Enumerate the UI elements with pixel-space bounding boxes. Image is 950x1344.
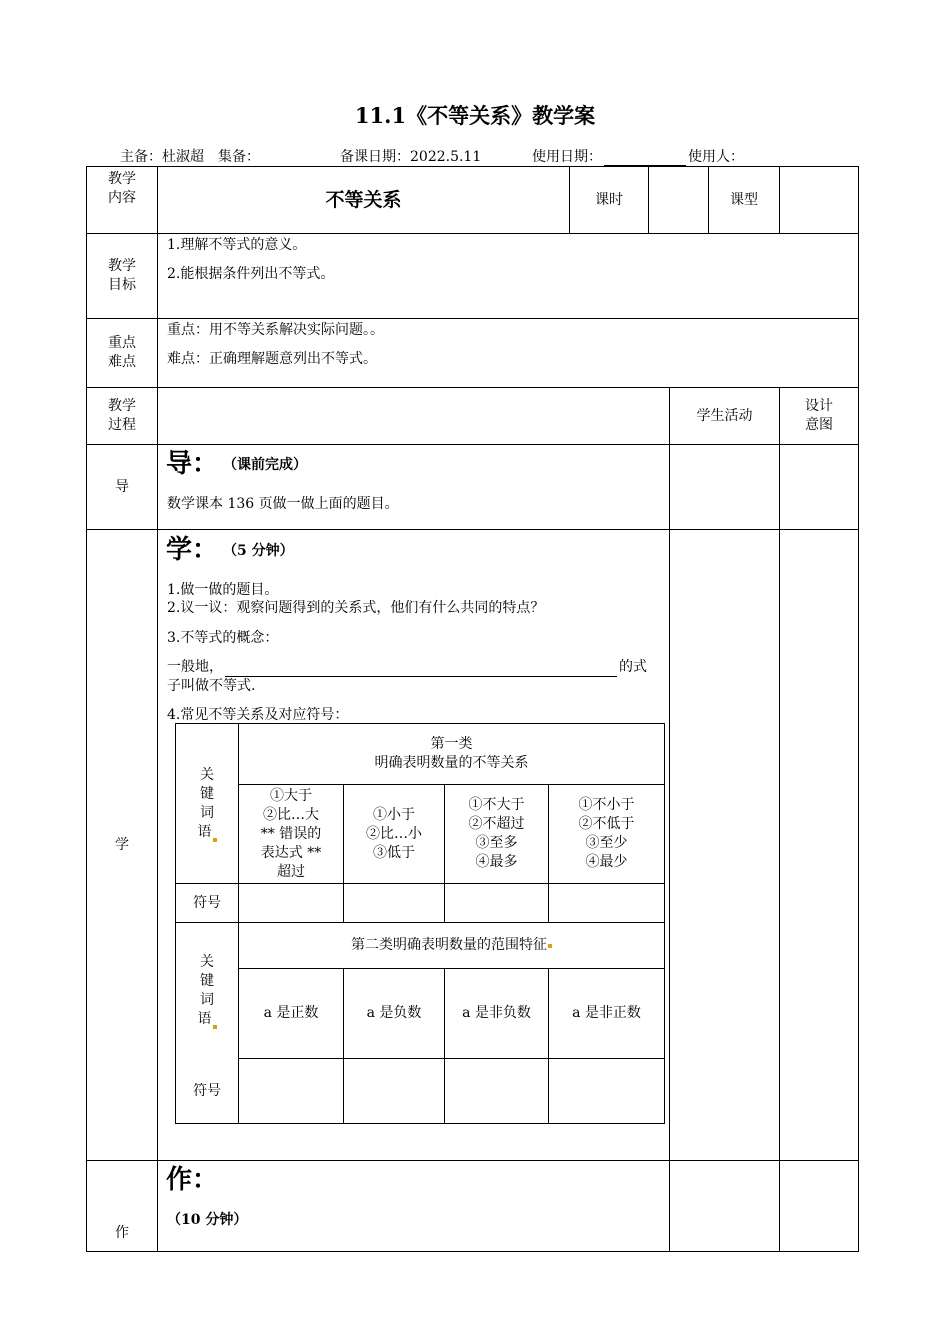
symbol-label-2: 符号 [193, 1082, 221, 1099]
cat2-negative: a 是负数 [366, 1005, 422, 1021]
cat2-non-positive: a 是非正数 [572, 1005, 641, 1021]
page-title: 11.1《不等关系》教学案 [354, 103, 596, 128]
beike-label: 备课日期： [340, 149, 410, 165]
beike-date: 2022.5.11 [410, 149, 482, 165]
concept-blank [225, 661, 617, 677]
zhongdian: 重点：用不等关系解决实际问题。。 [167, 322, 384, 338]
xue-item-2: 2.议一议：观察问题得到的关系式，他们有什么共同的特点？ [167, 600, 545, 616]
goal-2: 2.能根据条件列出不等式。 [167, 266, 335, 282]
keyword-label-2: 关 键 词 语 [176, 923, 238, 1058]
cat1-col-less: ①小于 ②比…小 ③低于 [366, 806, 422, 861]
student-activity-label: 学生活动 [696, 407, 753, 424]
meta-date [340, 146, 481, 166]
cat1-col-greater: ①大于 ②比…大 ** 错误的 表达式 ** 超过 [260, 787, 322, 880]
meta-usage [532, 146, 744, 166]
keyword-label-1: 关 键 词 语 [176, 724, 238, 883]
keshi-label: 课时 [595, 191, 623, 208]
symbol-label-1: 符号 [193, 894, 221, 911]
xue-item-1: 1.做一做的题目。 [167, 582, 279, 598]
xue-heading: 学： （5 分钟） [166, 535, 294, 565]
dao-side: 导 [115, 478, 129, 495]
jibei-label: 集备： [218, 149, 260, 165]
cat1-title: 第一类 明确表明数量的不等关系 [374, 736, 529, 771]
zhubei-name: 杜淑超 [162, 149, 204, 165]
shiyongren-label: 使用人： [688, 149, 744, 165]
process-label: 教学 过程 [108, 398, 136, 433]
goal-1: 1.理解不等式的意义。 [167, 237, 307, 253]
xue-item-6: 4.常见不等关系及对应符号： [167, 707, 349, 723]
cat2-title: 第二类明确表明数量的范围特征 [239, 923, 664, 968]
content-label: 教学 内容 [108, 171, 136, 206]
kexing-label: 课型 [730, 191, 758, 208]
keypoints-label: 重点 难点 [108, 335, 136, 370]
xue-item-5: 子叫做不等式. [167, 678, 256, 694]
cat2-positive: a 是正数 [263, 1005, 319, 1021]
design-intent-label: 设计 意图 [805, 398, 833, 433]
cat2-non-negative: a 是非负数 [462, 1005, 531, 1021]
concept-line: 一般地， 的式 [167, 659, 647, 675]
nandian: 难点：正确理解题意列出不等式。 [167, 351, 377, 367]
cat1-col-not-less: ①不小于 ②不低于 ③至少 ④最少 [578, 797, 635, 870]
xue-side: 学 [115, 836, 129, 853]
shiyong-blank [604, 151, 686, 166]
zuo-note: （10 分钟） [167, 1212, 248, 1228]
dao-text: 数学课本 136 页做一做上面的题目。 [167, 496, 399, 512]
zhubei-label: 主备： [120, 149, 162, 165]
meta-line [120, 146, 260, 166]
xue-item-3: 3.不等式的概念： [167, 630, 279, 646]
zuo-heading: 作： [166, 1165, 219, 1195]
cat1-col-not-greater: ①不大于 ②不超过 ③至多 ④最多 [468, 797, 525, 870]
zuo-side: 作 [115, 1224, 129, 1241]
dao-heading: 导： （课前完成） [166, 449, 308, 479]
shiyong-label: 使用日期： [532, 149, 602, 165]
goals-label: 教学 目标 [108, 258, 136, 293]
topic: 不等关系 [325, 188, 402, 211]
